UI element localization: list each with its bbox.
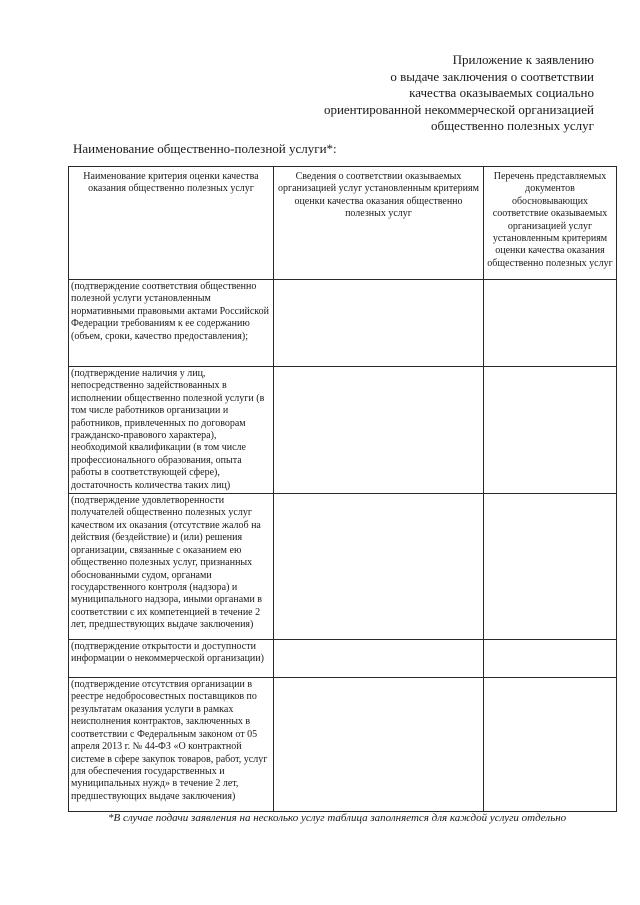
info-cell[interactable] bbox=[274, 678, 484, 812]
criteria-table bbox=[68, 166, 617, 812]
criterion-cell: (подтверждение удовлетворенности получателей общественно полезных услуг качеством их оказания (отсутствие жалоб на действия (бездействие) и (или) решения организации, связанные с оказанием ею общественно полезных услуг, признанных обоснованными судом, органами государственного контроля (надзора) и муниципального надзора, иными органами в соответствии с их компетенцией в течение 2 лет, предшествующих выдаче заключения) bbox=[69, 494, 274, 640]
annex-line: качества оказываемых социально bbox=[409, 85, 594, 101]
annex-line: общественно полезных услуг bbox=[430, 118, 594, 134]
footnote: *В случае подачи заявления на несколько услуг таблица заполняется для каждой услуги отдельно bbox=[108, 812, 567, 824]
table-header-row bbox=[69, 167, 617, 280]
annex-heading bbox=[324, 52, 594, 135]
documents-cell[interactable] bbox=[484, 640, 617, 678]
table-row bbox=[69, 280, 617, 367]
annex-line: о выдаче заключения о соответствии bbox=[390, 68, 594, 84]
criterion-cell: (подтверждение наличия у лиц, непосредственно задействованных в исполнении общественно полезной услуги (в том числе работников организации и работников, привлеченных по договорам гражданско-правового характера), необходимой квалификации (в том числе профессионального образования, опыта работы в соответствующей сфере), достаточность количества таких лиц) bbox=[69, 367, 274, 494]
documents-cell[interactable] bbox=[484, 678, 617, 812]
annex-line: ориентированной некоммерческой организацией bbox=[323, 101, 594, 117]
documents-cell[interactable] bbox=[484, 494, 617, 640]
header-documents: Перечень представляемых документов обосновывающих соответствие оказываемых организацией услуг установленным критериям оценки качества оказания общественно полезных услуг bbox=[484, 167, 617, 280]
table-row bbox=[69, 494, 617, 640]
criterion-cell: (подтверждение отсутствия организации в реестре недобросовестных поставщиков по результатам оказания услуги в рамках неисполнения контрактов, заключенных в соответствии с Федеральным законом от 05 апреля 2013 г. № 44-ФЗ «О контрактной системе в сфере закупок товаров, работ, услуг для обеспечения государственных и муниципальных нужд» в течение 2 лет, предшествующих выдаче заключения) bbox=[69, 678, 274, 812]
annex-line: Приложение к заявлению bbox=[452, 52, 594, 67]
documents-cell[interactable] bbox=[484, 367, 617, 494]
documents-cell[interactable] bbox=[484, 280, 617, 367]
table-row bbox=[69, 678, 617, 812]
info-cell[interactable] bbox=[274, 640, 484, 678]
header-criterion: Наименование критерия оценки качества оказания общественно полезных услуг bbox=[69, 167, 274, 280]
criterion-cell: (подтверждение открытости и доступности информации о некоммерческой организации) bbox=[69, 640, 274, 678]
info-cell[interactable] bbox=[274, 494, 484, 640]
table-row bbox=[69, 640, 617, 678]
header-info: Сведения о соответствии оказываемых организацией услуг установленным критериям оценки качества оказания общественно полезных услуг bbox=[274, 167, 484, 280]
table-row bbox=[69, 367, 617, 494]
info-cell[interactable] bbox=[274, 367, 484, 494]
info-cell[interactable] bbox=[274, 280, 484, 367]
criterion-cell: (подтверждение соответствия общественно полезной услуги установленным нормативными правовыми актами Российской Федерации требованиям к ее содержанию (объем, сроки, качество предоставления); bbox=[69, 280, 274, 367]
service-name-label: Наименование общественно-полезной услуги*: bbox=[73, 141, 337, 156]
